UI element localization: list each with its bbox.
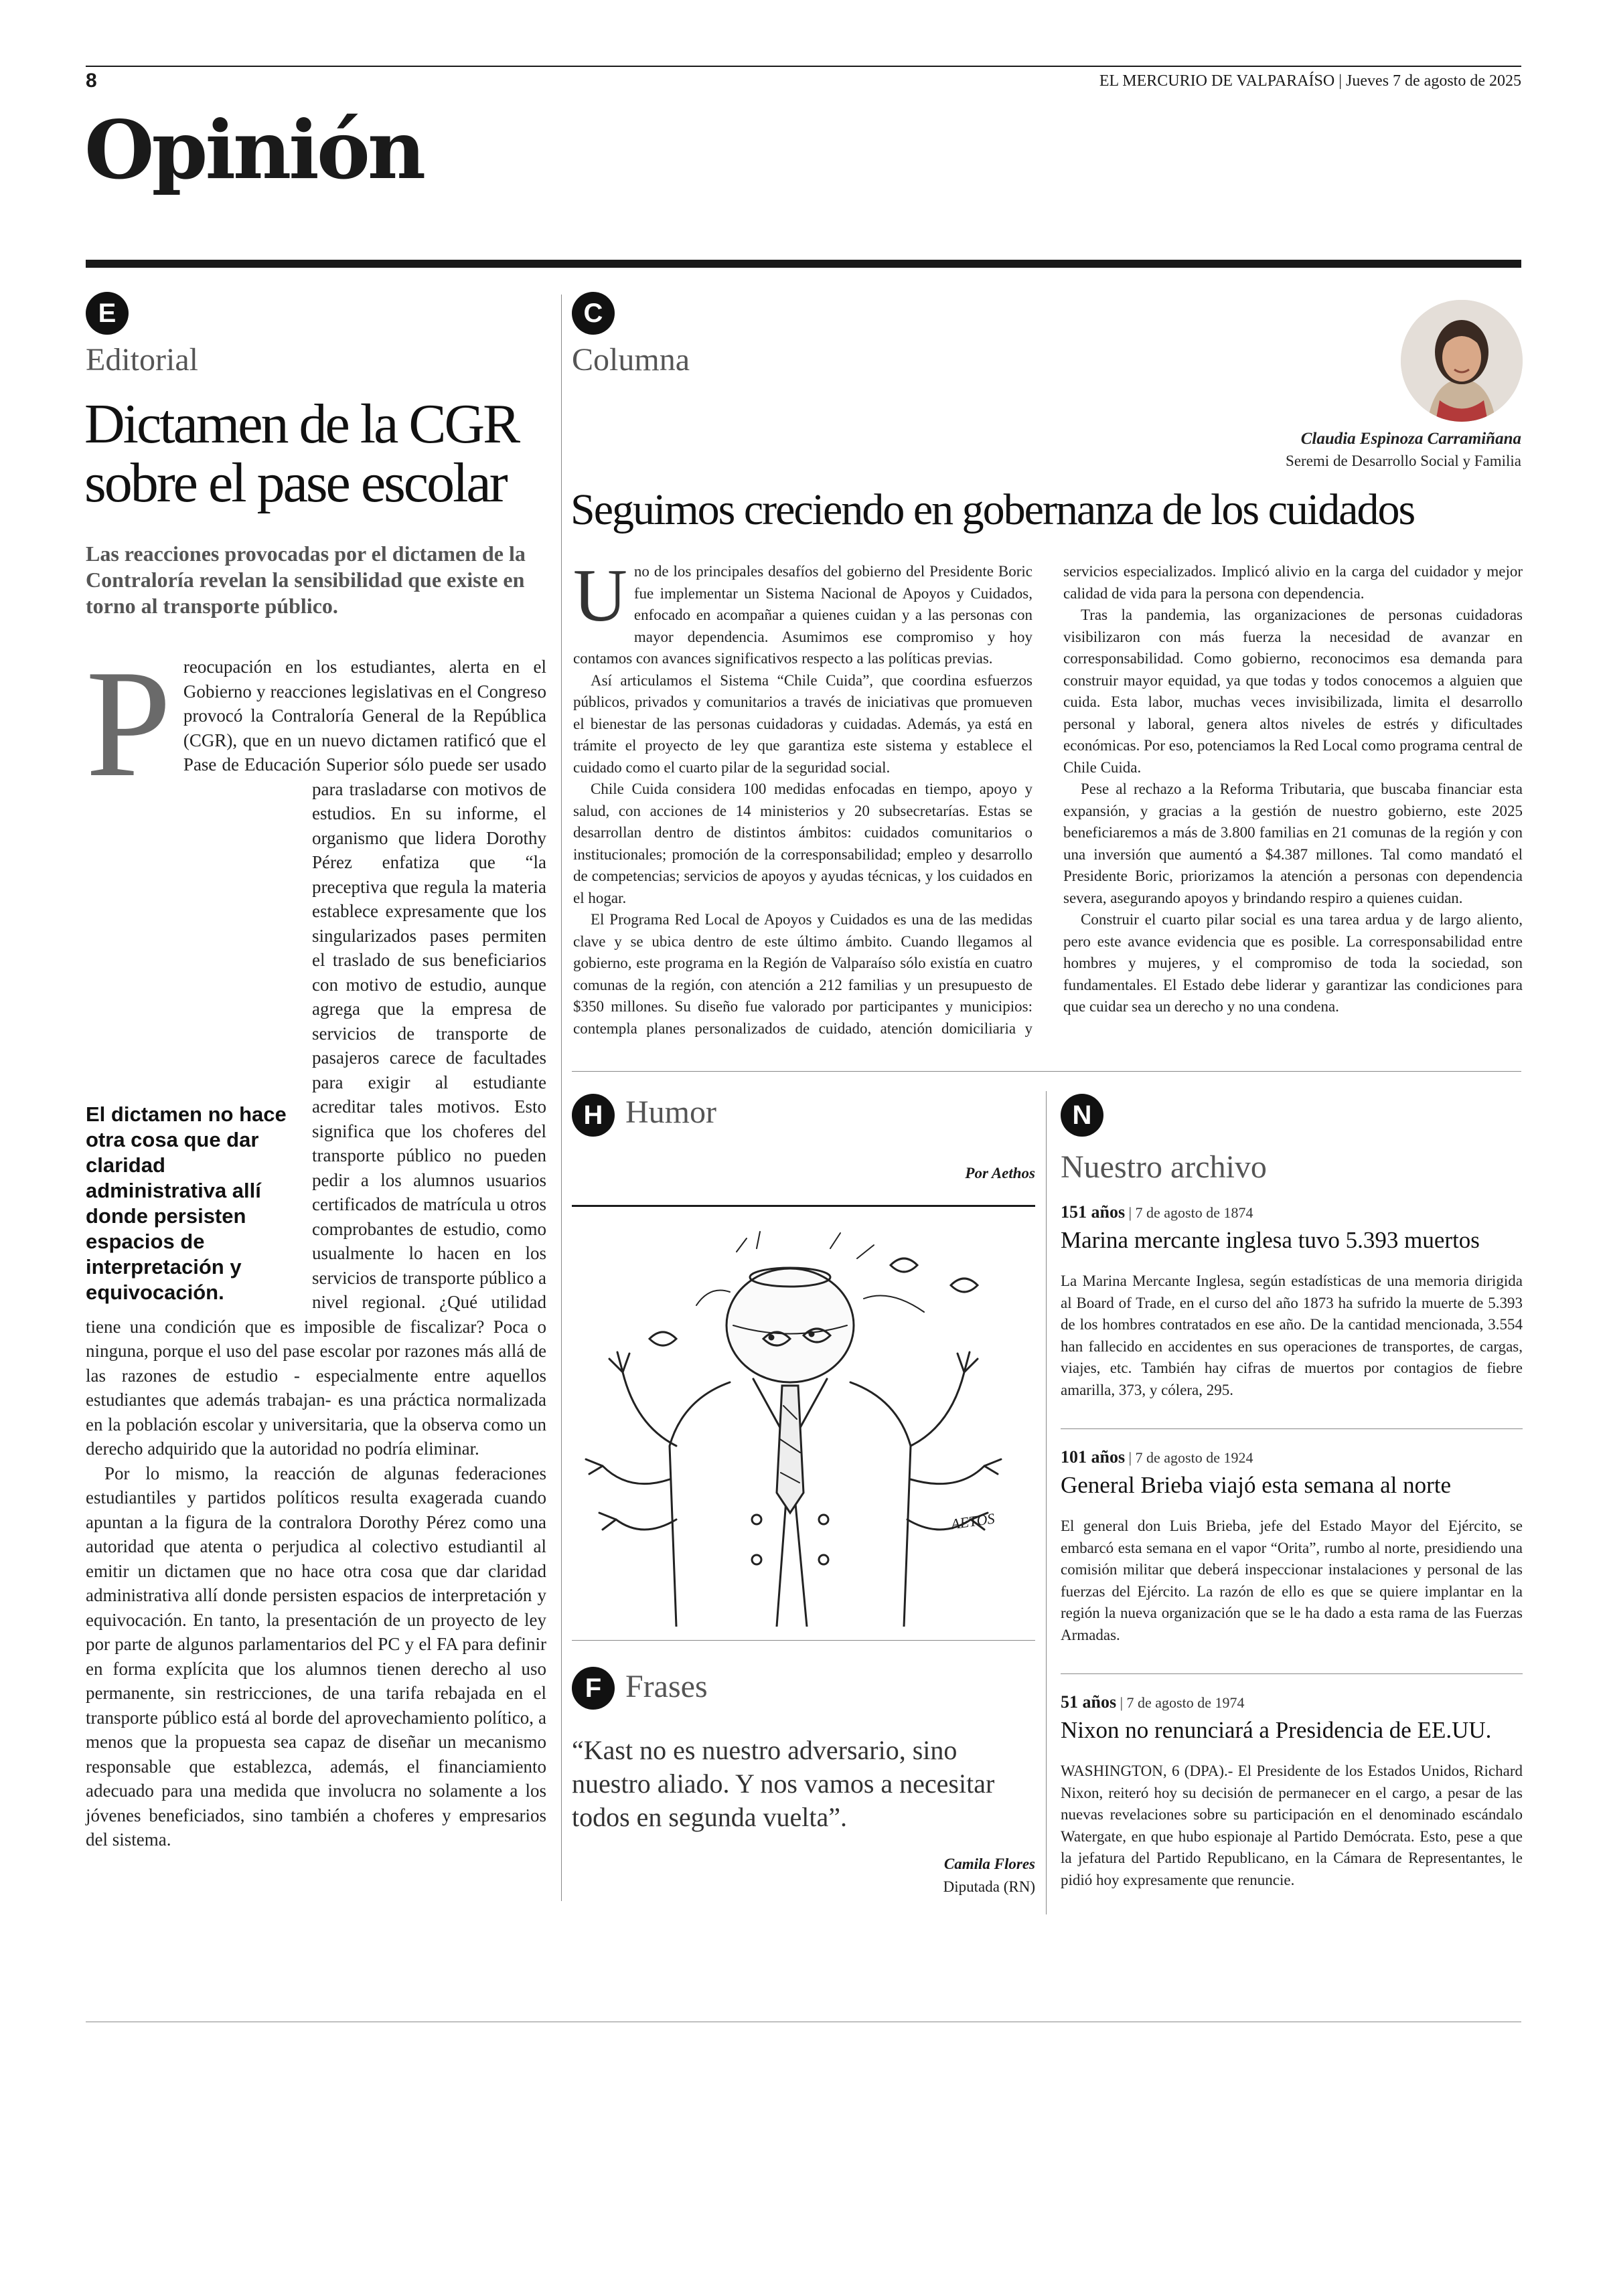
archivo-divider-2 [1061, 1673, 1523, 1674]
archivo-label: Nuestro archivo [1061, 1149, 1267, 1185]
archivo-item-text: El general don Luis Brieba, jefe del Estado Mayor del Ejército, se embarcó esta semana en el vapor “Orita”, rumbo al norte, presidiendo una comisión militar que deberá inspeccionar instalaciones y personal de las fuerzas del Ejército. La razón de ello es que se quiere implantar en la región la nueva organización que se le ha dado a esta rama de las Fuerzas Armadas. [1061, 1518, 1523, 1643]
editorial-intro: reocupación en los estudiantes, alerta en el Gobierno y reacciones legislativas en el Congreso provocó la Contraloría General de la República (CGR), que en un nuevo dictamen ratificó que el Pase de Educación Superior sólo puede ser usado para trasladarse con motivos de estudios. En su informe, el organismo que lidera Dorothy Pérez enfatiza que “la preceptiva que regula la materia establece expresamente que los singularizados pases permiten el traslado de sus beneficiarios con motivo de estudio, aunque agrega que la empresa de servicios de transporte de pasajeros carece de facultades para exigir al estudiante acreditar tales motivos. Esto significa que los choferes del transporte público no pueden pedir a los alumnos usuarios certificados de matrícula u otros comprobantes de estudio, como usualmente lo hacen en los servicios de transporte público a nivel regional. ¿Qué utilidad tiene una condición que es imposible de fiscalizar? Poca o ninguna, porque el uso del pase escolar por razones más allá de las razones de estudio - especialmente entre aquellos estudiantes que además trabajan- es una práctica normalizada en la población escolar y universitaria, que la observa como un derecho adquirido que la autoridad no podría eliminar. [86, 657, 546, 1459]
publication-name: EL MERCURIO DE VALPARAÍSO [1099, 72, 1335, 90]
humor-cartoon [576, 1225, 1031, 1627]
column-divider-left [561, 295, 562, 1901]
archivo-item [1061, 1692, 1523, 1891]
column-paragraph-7: Construir el cuarto pilar social es una tarea ardua y de largo aliento, pero este avance evidencia que es posible. La corresponsabilidad entre hombres y mujeres, y el compromiso de toda la sociedad, son fundamentales. El Estado debe liderar y garantizar las condiciones para que cuidar sea un derecho y no una condena. [1063, 911, 1523, 1015]
header-top-rule [86, 66, 1521, 67]
archivo-item-title: General Brieba viajó esta semana al norte [1061, 1472, 1452, 1498]
column-paragraph-4: El Programa Red Local de Apoyos y Cuidados es una de las medidas clave y se ubica dentro de este último ámbito. Cuando llegamos al gobierno, este programa en la Región de Valparaíso sólo existía en cuatro comunas de la región, con atención a 212 familias y un presupuesto de $350 millones. Su diseño fue valorado por participantes y municipios: contempla planes personalizados de cuidado, atención domiciliaria y servicios especializados. Implicó alivio en la carga del cuidador y mejor calidad de vida para la persona con dependencia. [573, 563, 1523, 1037]
column-body [573, 554, 1523, 1040]
editorial-headline-line1: Dictamen de la CGR [84, 393, 519, 455]
column-paragraph-1: no de los principales desafíos del gobierno del Presidente Boric fue implementar un Sistema Nacional de Apoyos y Cuidados, enfocado en acompañar a quienes cuidan y a las personas con mayor dependencia. Asumimos ese compromiso y hoy contamos con avances significativos respecto a las políticas previas. [573, 563, 1032, 667]
column-paragraph-6: Pese al rechazo a la Reforma Tributaria, que buscaba financiar esta expansión, y gracias a la gestión de nuestro gobierno, este 2025 beneficiaremos a más de 3.800 familias en 21 comunas de la región y con una inversión que aumentó a $4.387 millones. Tal como mandató el Presidente Boric, priorizamos la atención a personas con dependencia severa, asegurando apoyos y brindando respiro a quienes cuidan. [1063, 781, 1523, 906]
archivo-item-date: 7 de agosto de 1974 [1126, 1694, 1245, 1711]
editorial-label: Editorial [86, 342, 198, 378]
humor-label: Humor [625, 1094, 716, 1130]
archivo-item-text: La Marina Mercante Inglesa, según estadísticas de una memoria dirigida al Board of Trade, en el curso del año 1873 ha sufrido la muerte de 5.393 de los hombres contratados en ese año. De la cantidad mencionada, 3.554 han fallecido en accidentes en sus operaciones de transportes, de cargas, viajes, etc. También hay cifras de muertos por contagios de fiebre amarilla, 373, y cólera, 295. [1061, 1273, 1523, 1398]
archivo-item-date-sep: | [1125, 1204, 1136, 1221]
separator: | [1338, 72, 1347, 90]
frases-author-role: Diputada (RN) [943, 1878, 1035, 1895]
humor-credit: Por Aethos [965, 1165, 1035, 1181]
archivo-item-title: Nixon no renunciará a Presidencia de EE.UU. [1061, 1717, 1492, 1743]
humor-bottom-rule [572, 1640, 1035, 1641]
editorial-dropcap: P [86, 638, 171, 809]
humor-top-rule [572, 1205, 1035, 1207]
archivo-item-date: 7 de agosto de 1874 [1135, 1204, 1253, 1221]
author-photo [1401, 300, 1523, 422]
editorial-headline [84, 395, 553, 513]
archivo-item-date: 7 de agosto de 1924 [1135, 1449, 1253, 1466]
editorial-badge: E [86, 292, 129, 335]
publication-date-line [1099, 72, 1521, 90]
archivo-item [1061, 1447, 1523, 1646]
archivo-item-date-sep: | [1116, 1694, 1127, 1711]
author-role: Seremi de Desarrollo Social y Familia [1286, 453, 1521, 469]
column-divider-middle [1046, 1091, 1047, 1914]
archivo-item-years: 51 años [1061, 1692, 1117, 1712]
column-headline: Seguimos creciendo en gobernanza de los cuidados [570, 485, 1415, 534]
frases-label: Frases [625, 1669, 708, 1704]
archivo-badge: N [1061, 1094, 1103, 1137]
archivo-item-header [1061, 1202, 1523, 1222]
editorial-headline-line2: sobre el pase escolar [84, 452, 506, 514]
archivo-item-years: 151 años [1061, 1202, 1126, 1222]
column-label: Columna [572, 342, 690, 378]
editorial-body [86, 638, 546, 1852]
cartoon-signature: AETOS [949, 1509, 996, 1533]
column-paragraph-2: Así articulamos el Sistema “Chile Cuida”, que coordina esfuerzos públicos, privados y comunitarios a través de iniciativas que promueven el bienestar de las personas cuidadoras y cuidadas. Además, ya está en trámite el proyecto de ley que garantiza este sistema y establece el cuidado como el cuarto pilar de la seguridad social. [573, 671, 1032, 776]
cartoon-fishbowl-man-icon [576, 1225, 1031, 1627]
frases-quote: “Kast no es nuestro adversario, sino nuestro aliado. Y nos vamos a necesitar todos en segunda vuelta”. [572, 1735, 995, 1832]
archivo-item-header [1061, 1447, 1523, 1467]
column-bottom-rule [572, 1071, 1521, 1072]
archivo-item [1061, 1202, 1523, 1401]
column-dropcap: U [573, 554, 627, 637]
page-number: 8 [86, 70, 97, 92]
humor-badge: H [572, 1094, 615, 1137]
editorial-lead: Las reacciones provocadas por el dictamen de la Contraloría revelan la sensibilidad que existe en torno al transporte público. [86, 542, 526, 618]
archivo-item-years: 101 años [1061, 1447, 1126, 1467]
archivo-item-title: Marina mercante inglesa tuvo 5.393 muertos [1061, 1227, 1480, 1253]
archivo-divider-1 [1061, 1428, 1523, 1429]
column-paragraph-3: Chile Cuida considera 100 medidas enfocadas en tiempo, apoyo y salud, con acciones de 14 ministerios y 20 subsecretarías. Estas se desarrollan dentro de distintos ámbitos: cuidados comunitarios o institucionales; promoción de la corresponsabilidad; empleo y desarrollo de competencias; servicios de apoyos y ayudas técnicas, y los cuidados en el hogar. [573, 781, 1032, 906]
section-title: Opinión [84, 103, 424, 197]
column-badge: C [572, 292, 615, 335]
header-thick-rule [86, 260, 1521, 268]
issue-date: Jueves 7 de agosto de 2025 [1346, 72, 1521, 90]
column-paragraph-5: Tras la pandemia, las organizaciones de personas cuidadoras visibilizaron con más fuerza la necesidad de avanzar en corresponsabilidad. Como gobierno, reconocimos esa demanda para construir mayor equidad, ya que todas y todos conocemos a alguien que cuida. Esta labor, muchas veces invisibilizada, limita el desarrollo personal y laboral, genera altos niveles de estrés y dificultades económicas. Por eso, potenciamos la Red Local como programa central de Chile Cuida. [1063, 606, 1523, 776]
frases-author: Camila Flores [943, 1856, 1035, 1872]
archivo-item-header [1061, 1692, 1523, 1712]
frases-badge: F [572, 1667, 615, 1710]
archivo-item-text: WASHINGTON, 6 (DPA).- El Presidente de los Estados Unidos, Richard Nixon, reiteró hoy su decisión de permanecer en el cargo, a pesar de las nuevas revelaciones sobre su participación en el denominado escándalo Watergate, en que hubo espionaje al Partido Demócrata. Esto, pese a que la jefatura del Partido Republicano, en la Cámara de Representantes, le pidió hoy expresamente que renuncie. [1061, 1762, 1523, 1888]
author-name: Claudia Espinoza Carramiñana [1300, 430, 1521, 448]
author-portrait-icon [1401, 300, 1523, 422]
editorial-pullquote: El dictamen no hace otra cosa que dar claridad administrativa allí donde persisten espacios de interpretación y equivocación. [86, 1102, 287, 1304]
archivo-item-date-sep: | [1125, 1449, 1136, 1466]
editorial-body-paragraph: Por lo mismo, la reacción de algunas federaciones estudiantiles y partidos políticos resulta exagerada cuando apuntan a la figura de la contralora Dorothy Pérez como una autoridad que atenta o perjudica al colectivo estudiantil al emitir un dictamen que no hace otra cosa que dar claridad administrativa allí donde persisten espacios de interpretación y equivocación. En tanto, la presentación de un proyecto de ley por parte de algunos parlamentarios del PC y el FA para definir en forma explícita que los alumnos tienen derecho al uso permanente, sin restricciones, de una tarifa rebajada en el transporte público está al borde del aprovechamiento político, a menos que la propuesta sea capaz de diseñar un mecanismo responsable que establezca, además, el financiamiento adecuado para una medida que involucra no solamente a los jóvenes beneficiados, sino también a choferes y empresarios del sistema. [86, 1463, 546, 1850]
